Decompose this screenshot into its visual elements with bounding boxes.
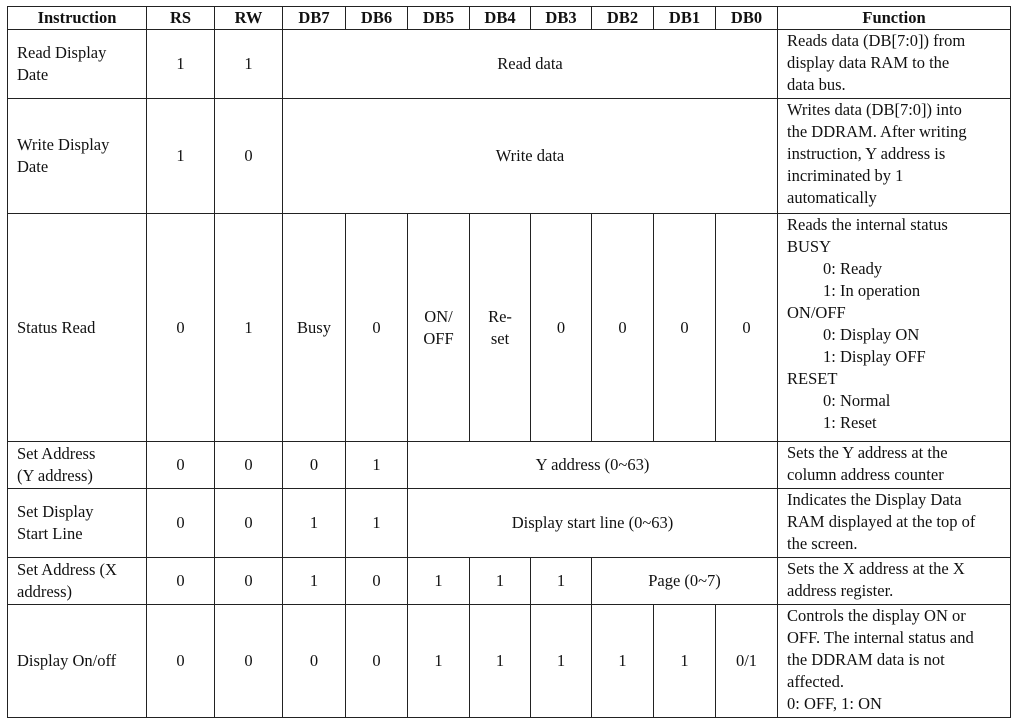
function-text: Reads the internal status	[787, 215, 948, 234]
instruction-text: Set Display	[17, 502, 94, 521]
data-cell: Page (0~7)	[592, 558, 778, 605]
header-db3: DB3	[531, 7, 592, 30]
function-text: Indicates the Display Data	[787, 490, 962, 509]
db3-cell: 1	[531, 558, 592, 605]
function-text: the DDRAM data is not	[787, 650, 945, 669]
function-cell	[778, 214, 1011, 442]
function-text: the screen.	[787, 534, 858, 553]
table-row	[8, 214, 1011, 442]
function-text: 0: Ready	[823, 259, 883, 278]
instruction-text: Write Display	[17, 135, 110, 154]
db7-cell: 0	[283, 605, 346, 718]
function-text: address register.	[787, 581, 894, 600]
rs-cell: 0	[147, 442, 215, 489]
db2-cell: 1	[592, 605, 654, 718]
db0-cell: 0/1	[716, 605, 778, 718]
db7-cell: 1	[283, 489, 346, 558]
rs-cell: 0	[147, 558, 215, 605]
function-cell	[778, 489, 1011, 558]
data-cell: Display start line (0~63)	[408, 489, 778, 558]
rw-cell: 0	[215, 99, 283, 214]
header-db1: DB1	[654, 7, 716, 30]
header-db5: DB5	[408, 7, 470, 30]
db2-cell: 0	[592, 214, 654, 442]
function-text: 1: Reset	[823, 413, 877, 432]
db4-cell: 1	[470, 605, 531, 718]
table-row	[8, 489, 1011, 558]
header-row	[8, 7, 1011, 30]
instruction-text: Set Address (X	[17, 560, 117, 579]
function-text: instruction, Y address is	[787, 144, 946, 163]
instruction-text: Read Display	[17, 43, 107, 62]
function-text: Sets the Y address at the	[787, 443, 948, 462]
header-rw: RW	[215, 7, 283, 30]
header-rs: RS	[147, 7, 215, 30]
function-cell	[778, 605, 1011, 718]
function-text: ON/OFF	[787, 303, 846, 322]
function-text: RAM displayed at the top of	[787, 512, 976, 531]
instruction-cell	[8, 99, 147, 214]
data-cell: Y address (0~63)	[408, 442, 778, 489]
rs-cell: 1	[147, 30, 215, 99]
function-text: automatically	[787, 188, 877, 207]
instruction-text: Date	[17, 157, 49, 176]
function-cell	[778, 30, 1011, 99]
header-db7: DB7	[283, 7, 346, 30]
instruction-cell	[8, 30, 147, 99]
rw-cell: 0	[215, 605, 283, 718]
instruction-table	[7, 6, 1011, 718]
rw-cell: 1	[215, 30, 283, 99]
instruction-text: Date	[17, 65, 49, 84]
rw-cell: 1	[215, 214, 283, 442]
function-text: 0: Normal	[823, 391, 891, 410]
db4-cell	[470, 214, 531, 442]
header-db0: DB0	[716, 7, 778, 30]
rs-cell: 1	[147, 99, 215, 214]
instruction-cell	[8, 489, 147, 558]
instruction-text: Start Line	[17, 524, 83, 543]
db7-cell: 0	[283, 442, 346, 489]
data-cell: Read data	[283, 30, 778, 99]
rs-cell: 0	[147, 605, 215, 718]
rs-cell: 0	[147, 214, 215, 442]
db7-cell: Busy	[283, 214, 346, 442]
instruction-cell	[8, 442, 147, 489]
function-text: 0: Display ON	[823, 325, 920, 344]
instruction-cell	[8, 214, 147, 442]
db1-cell: 1	[654, 605, 716, 718]
function-text: Sets the X address at the X	[787, 559, 965, 578]
rs-cell: 0	[147, 489, 215, 558]
instruction-cell	[8, 605, 147, 718]
db5-text: ON/	[424, 306, 453, 326]
function-text: incriminated by 1	[787, 166, 904, 185]
rw-cell: 0	[215, 558, 283, 605]
header-instruction: Instruction	[8, 7, 147, 30]
db7-cell: 1	[283, 558, 346, 605]
function-text: the DDRAM. After writing	[787, 122, 967, 141]
instruction-text: (Y address)	[17, 466, 93, 485]
function-text: 1: Display OFF	[823, 347, 926, 366]
instruction-text: Status Read	[17, 317, 96, 337]
data-cell: Write data	[283, 99, 778, 214]
function-text: 0: OFF, 1: ON	[787, 694, 882, 713]
rw-cell: 0	[215, 442, 283, 489]
db4-cell: 1	[470, 558, 531, 605]
db4-text: set	[490, 328, 510, 348]
table-row	[8, 99, 1011, 214]
instruction-text: Display On/off	[17, 651, 117, 670]
rw-cell: 0	[215, 489, 283, 558]
header-db4: DB4	[470, 7, 531, 30]
function-text: OFF. The internal status and	[787, 628, 974, 647]
db1-cell: 0	[654, 214, 716, 442]
function-text: column address counter	[787, 465, 944, 484]
db5-text: OFF	[423, 328, 454, 348]
function-cell	[778, 442, 1011, 489]
function-text: data bus.	[787, 75, 846, 94]
db6-cell: 1	[346, 489, 408, 558]
function-text: Reads data (DB[7:0]) from	[787, 31, 966, 50]
table-row	[8, 442, 1011, 489]
header-db6: DB6	[346, 7, 408, 30]
db6-cell: 0	[346, 558, 408, 605]
header-db2: DB2	[592, 7, 654, 30]
function-text: Writes data (DB[7:0]) into	[787, 100, 962, 119]
function-text: affected.	[787, 672, 844, 691]
instruction-text: Set Address	[17, 444, 96, 463]
function-cell	[778, 558, 1011, 605]
header-function: Function	[778, 7, 1011, 30]
db5-cell: 1	[408, 605, 470, 718]
function-text: RESET	[787, 369, 838, 388]
function-text: display data RAM to the	[787, 53, 950, 72]
function-text: BUSY	[787, 237, 832, 256]
db5-cell: 1	[408, 558, 470, 605]
db0-cell: 0	[716, 214, 778, 442]
instruction-cell	[8, 558, 147, 605]
function-text: 1: In operation	[823, 281, 921, 300]
db6-cell: 1	[346, 442, 408, 489]
function-cell	[778, 99, 1011, 214]
db6-cell: 0	[346, 214, 408, 442]
table-row	[8, 558, 1011, 605]
db3-cell: 1	[531, 605, 592, 718]
function-text: Controls the display ON or	[787, 606, 966, 625]
table-row	[8, 30, 1011, 99]
instruction-text: address)	[17, 582, 72, 601]
table-row	[8, 605, 1011, 718]
db6-cell: 0	[346, 605, 408, 718]
db3-cell: 0	[531, 214, 592, 442]
db4-text: Re-	[488, 306, 512, 326]
db5-cell	[408, 214, 470, 442]
